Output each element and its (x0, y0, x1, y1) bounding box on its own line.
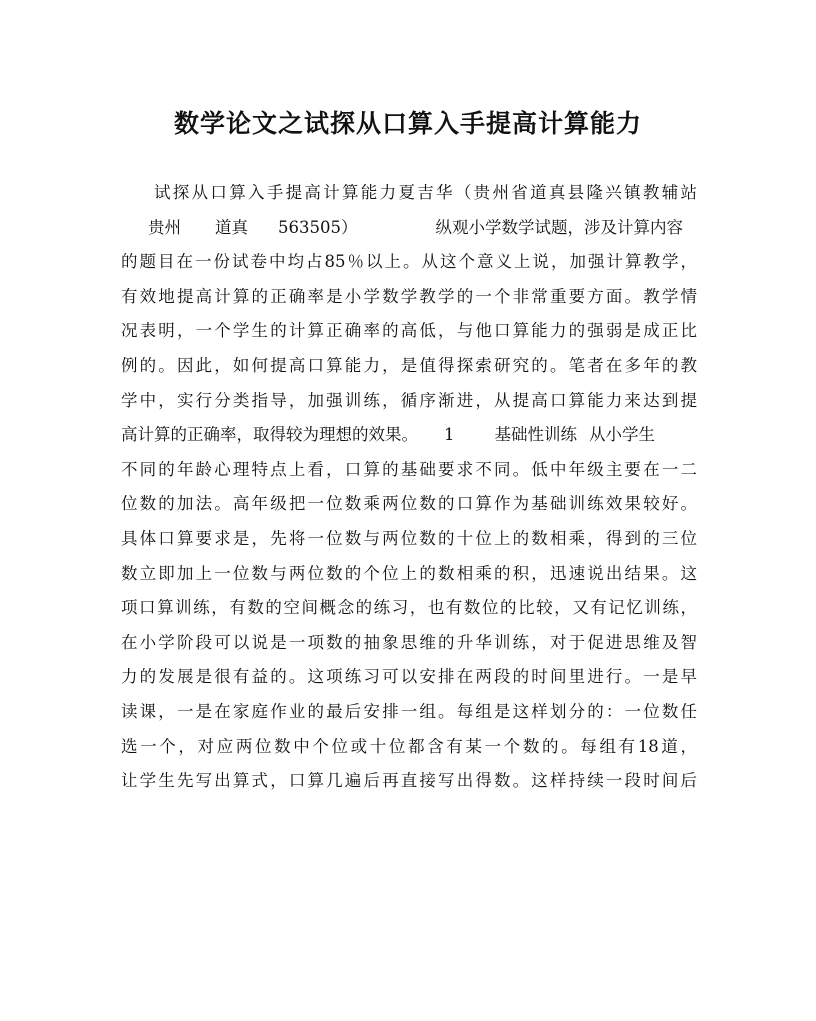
paragraph-line: 力的发展是很有益的。这项练习可以安排在两段的时间里进行。一是早 (121, 667, 697, 687)
paragraph-line: 在小学阶段可以说是一项数的抽象思维的升华训练，对于促进思维及智 (121, 632, 697, 652)
paragraph-line: 读课，一是在家庭作业的最后安排一组。每组是这样划分的：一位数任 (121, 701, 697, 721)
paragraph-line: 的题目在一份试卷中均占85％以上。从这个意义上说，加强计算教学， (121, 252, 697, 272)
paragraph-line: 让学生先写出算式，口算几遍后再直接写出得数。这样持续一段时间后 (121, 771, 697, 791)
paragraph-line: 例的。因此，如何提高口算能力，是值得探索研究的。笔者在多年的教 (121, 355, 697, 375)
paragraph-line: 学中，实行分类指导，加强训练，循序渐进，从提高口算能力来达到提 (121, 390, 697, 410)
article-body (121, 176, 697, 799)
author-postcode: 563505） (278, 217, 358, 237)
paragraph-line: 位数的加法。高年级把一位数乘两位数的口算作为基础训练效果较好。 (121, 494, 697, 514)
section-heading: 基础性训练 (494, 425, 577, 445)
paragraph-line: 况表明，一个学生的计算正确率的高低，与他口算能力的强弱是成正比 (121, 321, 697, 341)
author-address-line (121, 211, 697, 246)
paragraph-line: 有效地提高计算的正确率是小学数学教学的一个非常重要方面。教学情 (121, 286, 697, 306)
paragraph-line: 数立即加上一位数与两位数的个位上的数相乘的积，迅速说出结果。这 (121, 563, 697, 583)
author-county: 道真 (215, 217, 248, 237)
author-province: 贵州 (148, 217, 181, 237)
paragraph-end: 高计算的正确率，取得较为理想的效果。 (121, 425, 418, 445)
section-heading-line (121, 418, 697, 453)
author-line: 试探从口算入手提高计算能力夏吉华（贵州省道真县隆兴镇教辅站 (154, 183, 697, 202)
section-number: 1 (444, 425, 455, 445)
paragraph-line: 具体口算要求是，先将一位数与两位数的十位上的数相乘，得到的三位 (121, 528, 697, 548)
page-title: 数学论文之试探从口算入手提高计算能力 (173, 109, 642, 138)
paragraph-start: 纵观小学数学试题，涉及计算内容 (435, 217, 683, 237)
paragraph-line: 项口算训练，有数的空间概念的练习，也有数位的比较，又有记忆训练， (121, 598, 697, 618)
section-text-start: 从小学生 (589, 425, 655, 445)
paragraph-line: 不同的年龄心理特点上看，口算的基础要求不同。低中年级主要在一二 (121, 459, 697, 479)
paragraph-line: 选一个，对应两位数中个位或十位都含有某一个数的。每组有18道， (121, 736, 697, 756)
